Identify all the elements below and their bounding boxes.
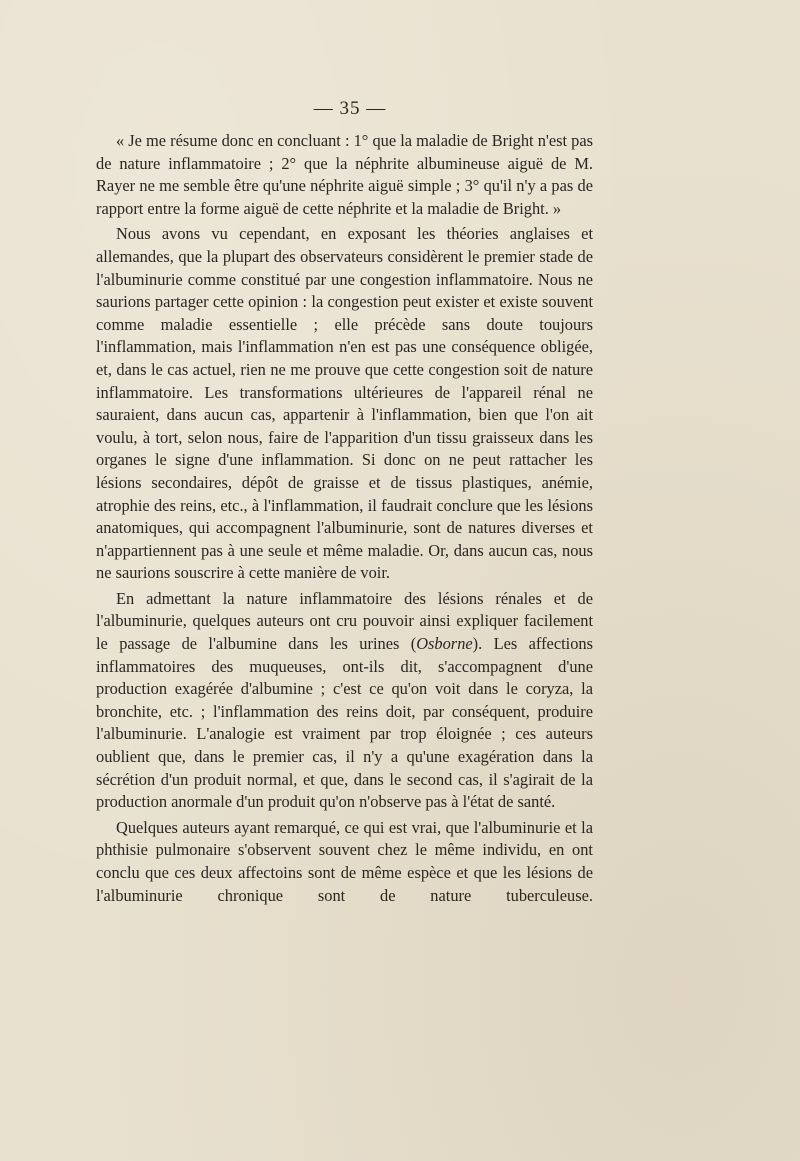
author-citation: Osborne xyxy=(416,634,473,654)
body-text xyxy=(96,130,593,910)
paragraph-inflammatory-nature xyxy=(96,588,593,814)
paragraph-quote-conclusion: « Je me résume donc en concluant : 1° que la maladie de Bright n'est pas de nature inflammatoire ; 2° que la néphrite albumineuse aiguë de M. Rayer ne me semble être qu'une néphrite aiguë simple ; 3° qu'il n'y a pas de rapport entre la forme aiguë de cette néphrite et la maladie de Bright. » xyxy=(96,131,593,218)
paragraph-congestion: Nous avons vu cependant, en exposant les théories anglaises et allemandes, que la plupart des observateurs considèrent le premier stade de l'albuminurie comme constitué par une congestion inflammatoire. Nous ne saurions partager cette opinion : la congestion peut exister et existe souvent comme maladie essentielle ; elle précède sans doute toujours l'inflammation, mais l'inflammation n'en est pas une conséquence obligée, et, dans le cas actuel, rien ne me prouve que cette congestion soit de nature inflammatoire. Les transformations ultérieures de l'appareil rénal ne sauraient, dans aucun cas, appartenir à l'inflammation, bien que l'on ait voulu, à tort, selon nous, faire de l'apparition d'un tissu graisseux dans les organes le signe d'une inflammation. Si donc on ne peut rattacher les lésions secondaires, dépôt de graisse et de tissus plastiques, anémie, atrophie des reins, etc., à l'inflammation, il faudrait conclure que les lésions anatomiques, qui accompagnent l'albuminurie, sont de natures diverses et n'appartiennent pas à une seule et même maladie. Or, dans aucun cas, nous ne saurions souscrire à cette manière de voir. xyxy=(96,224,593,583)
paragraph-3-start: En admettant la nature inflammatoire des lésions rénales et de l'albuminurie, quelques auteurs ont cru pouvoir ainsi expliquer facilement le passage de l'albumine dans les urines ( xyxy=(96,588,593,654)
paragraph-3-end: ). Les affections inflammatoires des muqueuses, ont-ils dit, s'accompagnent d'une production exagérée d'albumine ; c'est ce qu'on voit dans le coryza, la bronchite, etc. ; l'inflammation des reins doit, par conséquent, produire l'albuminurie. L'analogie est vraiment par trop éloignée ; ces auteurs oublient que, dans le premier cas, il n'y a qu'une exagération dans la sécrétion d'un produit normal, et que, dans le second cas, il s'agirait de la production anormale d'un produit qu'on n'observe pas à l'état de santé. xyxy=(96,634,593,812)
paragraph-phthisis: Quelques auteurs ayant remarqué, ce qui est vrai, que l'albuminurie et la phthisie pulmonaire s'observent souvent chez le même individu, en ont conclu que ces deux affectoins sont de même espèce et que les lésions de l'albuminurie chronique sont de nature tuberculeuse. xyxy=(96,817,593,905)
page-number: — 35 — xyxy=(313,98,387,119)
